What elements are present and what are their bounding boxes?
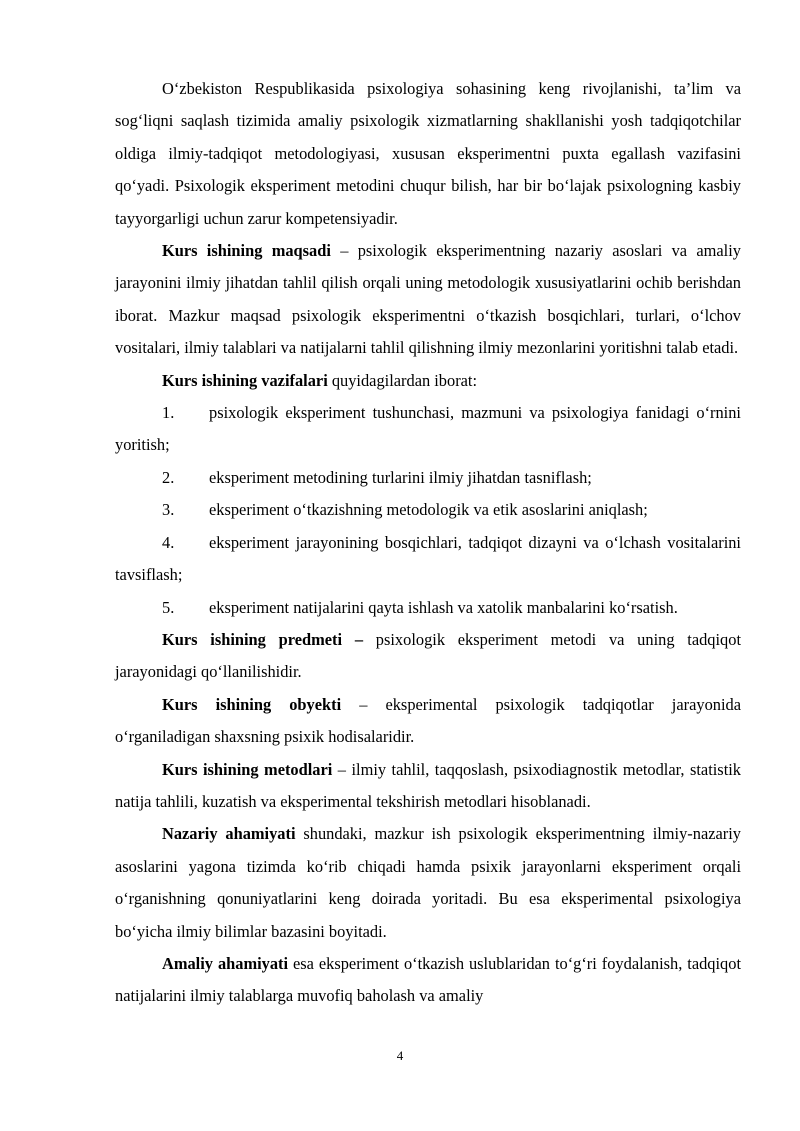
intro-text: O‘zbekiston Respublikasida psixologiya sohasining keng rivojlanishi, ta’lim va sog‘liqni saqlash tizimida amaliy psixologik xizmatlarning shakllanishi yosh tadqiqotchilar oldiga ilmiy-tadqiqot metodologiyasi, xususan eksperimentni puxta egallash vazifasini qo‘yadi. Psixologik eksperiment metodini chuqur bilish, har bir bo‘lajak psixologning kasbiy tayyorgarligi uchun zarur kompetensiyadir. bbox=[115, 79, 741, 228]
tasks-text: quyidagilardan iborat: bbox=[327, 370, 478, 390]
task-text: psixologik eksperiment tushunchasi, mazmuni va psixologiya fanidagi o‘rnini yoritish; bbox=[115, 403, 741, 455]
task-text: eksperiment metodining turlarini ilmiy jihatdan tasniflash; bbox=[209, 467, 592, 487]
task-item bbox=[115, 462, 741, 494]
task-number: 2. bbox=[162, 467, 175, 487]
task-number: 1. bbox=[162, 403, 175, 423]
task-item bbox=[115, 494, 741, 526]
task-number: 4. bbox=[162, 532, 175, 552]
task-item bbox=[115, 527, 741, 592]
goal-label: Kurs ishining maqsadi bbox=[162, 241, 331, 261]
goal-text: – psixologik eksperimentning nazariy asoslari va amaliy jarayonini ilmiy jihatdan tahlil qilish orqali uning metodologik xususiyatlarini ochib berishdan iborat. Mazkur maqsad psixologik eksperimentni o‘tkazish bosqichlari, turlari, o‘lchov vositalari, ilmiy talablari va natijalarni tahlil qilishning ilmiy mezonlarini yoritishni talab etadi. bbox=[115, 241, 741, 358]
goal-paragraph bbox=[115, 235, 741, 365]
object-paragraph bbox=[115, 689, 741, 754]
methods-paragraph bbox=[115, 754, 741, 819]
tasks-label: Kurs ishining vazifalari bbox=[162, 370, 328, 390]
theory-paragraph bbox=[115, 818, 741, 948]
theory-text: shundaki, mazkur ish psixologik eksperimentning ilmiy-nazariy asoslarini yagona tizimda ko‘rib chiqadi hamda psixik jarayonlarni eksperiment orqali o‘rganishning qonuniyatlarini keng doirada yoritadi. Bu esa eksperimental psixologiya bo‘yicha ilmiy bilimlar bazasini boyitadi. bbox=[115, 824, 741, 941]
intro-paragraph bbox=[115, 73, 741, 235]
task-number: 3. bbox=[162, 500, 175, 520]
document-page bbox=[115, 73, 741, 1013]
object-text: – eksperimental psixologik tadqiqotlar jarayonida o‘rganiladigan shaxsning psixik hodisalaridir. bbox=[115, 694, 741, 747]
subject-paragraph bbox=[115, 624, 741, 689]
task-item bbox=[115, 397, 741, 462]
page-number: 4 bbox=[396, 1048, 404, 1063]
object-label: Kurs ishining obyekti bbox=[162, 694, 342, 714]
theory-label: Nazariy ahamiyati bbox=[162, 824, 296, 844]
tasks-paragraph bbox=[115, 365, 741, 397]
task-text: eksperiment o‘tkazishning metodologik va etik asoslarini aniqlash; bbox=[209, 500, 648, 520]
task-text: eksperiment jarayonining bosqichlari, tadqiqot dizayni va o‘lchash vositalarini tavsiflash; bbox=[115, 532, 741, 585]
task-number: 5. bbox=[162, 597, 175, 617]
task-text: eksperiment natijalarini qayta ishlash va xatolik manbalarini ko‘rsatish. bbox=[209, 597, 678, 617]
practice-paragraph bbox=[115, 948, 741, 1013]
subject-text: psixologik eksperiment metodi va uning tadqiqot jarayonidagi qo‘llanilishidir. bbox=[115, 629, 741, 682]
subject-label: Kurs ishining predmeti – bbox=[162, 629, 364, 649]
practice-label: Amaliy ahamiyati bbox=[162, 953, 289, 973]
task-item bbox=[115, 592, 741, 624]
practice-text: esa eksperiment o‘tkazish uslublaridan to‘g‘ri foydalanish, tadqiqot natijalarini ilmiy talablarga muvofiq baholash va amaliy bbox=[115, 953, 742, 1006]
methods-text: – ilmiy tahlil, taqqoslash, psixodiagnostik metodlar, statistik natija tahlili, kuzatish va eksperimental tekshirish metodlari hisoblanadi. bbox=[115, 759, 741, 811]
methods-label: Kurs ishining metodlari bbox=[162, 759, 333, 779]
